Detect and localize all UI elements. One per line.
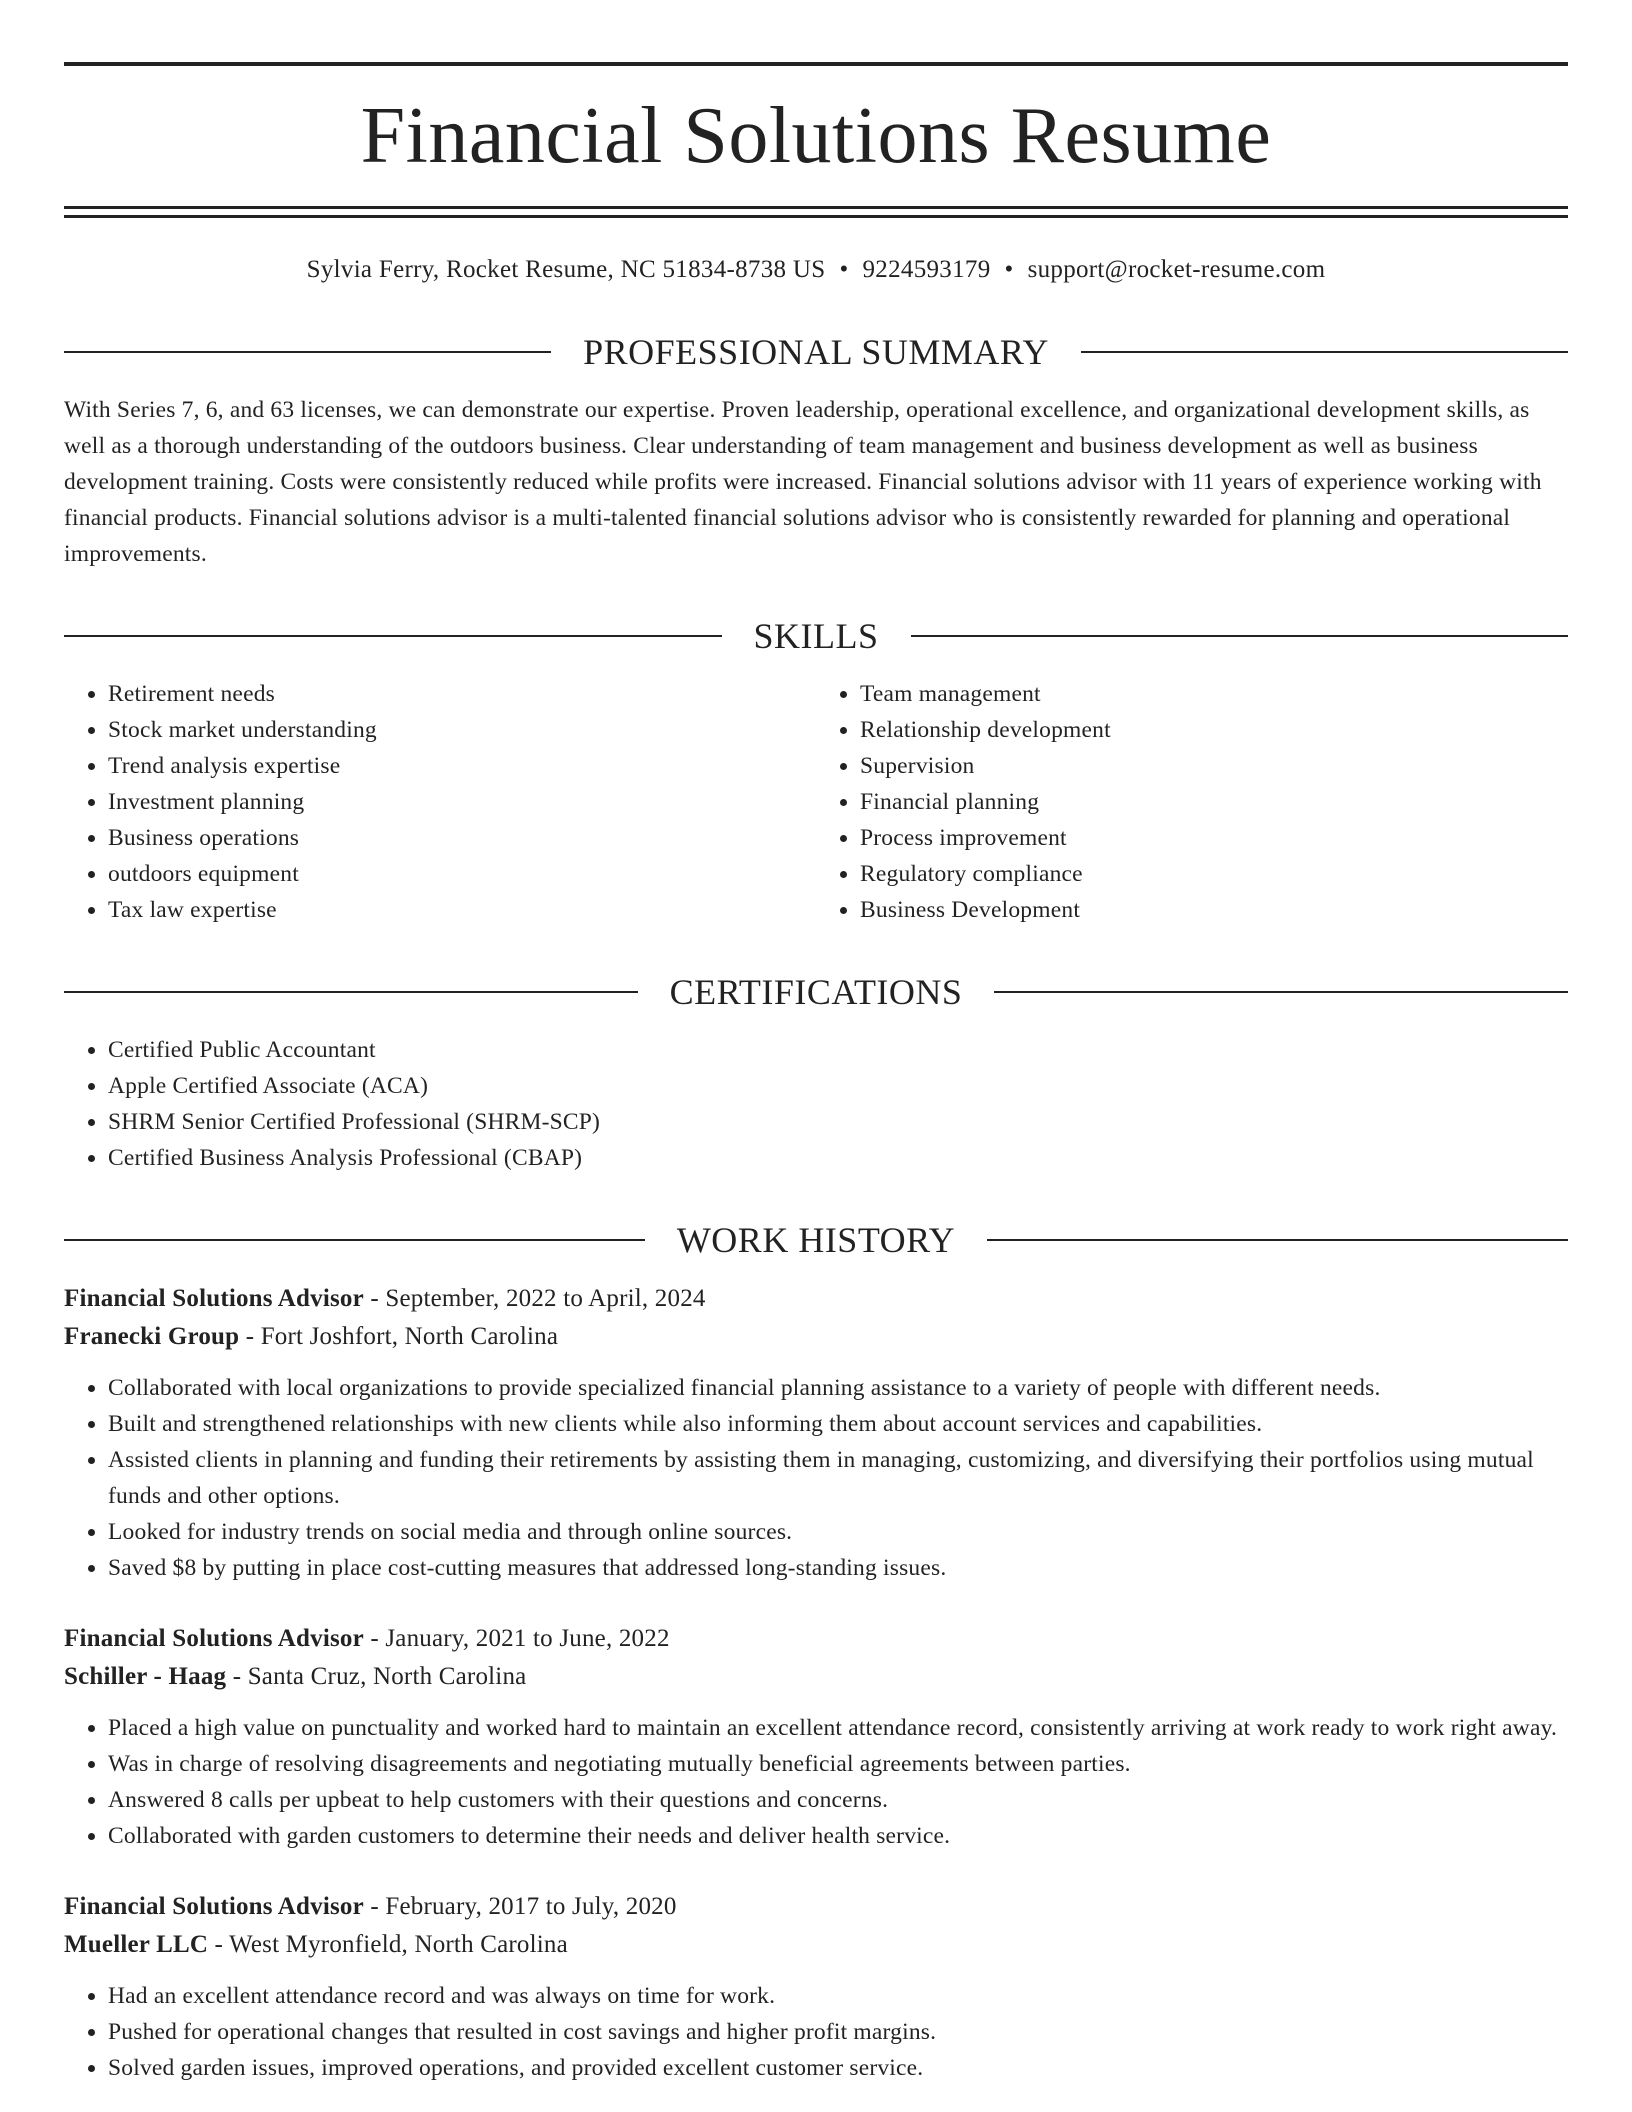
job-company-line [64,1658,1568,1696]
job-bullet: • Was in charge of resolving disagreements and negotiating mutually beneficial agreements between parties. [108,1746,1568,1782]
job-location: - Fort Joshfort, North Carolina [239,1323,559,1350]
certification-item: • Apple Certified Associate (ACA) [108,1068,1568,1104]
contact-line [64,252,1568,288]
job-bullets [64,1370,1568,1586]
job-bullet: • Answered 8 calls per upbeat to help customers with their questions and concerns. [108,1782,1568,1818]
skills-columns [64,676,1568,928]
job-dates: - September, 2022 to April, 2024 [363,1285,706,1312]
job-bullet: • Built and strengthened relationships with new clients while also informing them about account services and capabilities. [108,1406,1568,1442]
skill-item: • Stock market understanding [108,712,816,748]
job-bullet: • Placed a high value on punctuality and worked hard to maintain an excellent attendance record, consistently arriving at work ready to work right away. [108,1710,1568,1746]
job-company-line [64,1318,1568,1356]
skill-item: • Team management [860,676,1568,712]
job-title-line [64,1620,1568,1658]
skill-item: • Business operations [108,820,816,856]
job-company: Schiller - Haag [64,1663,227,1690]
job-entry [64,1620,1568,1854]
job-bullets [64,1710,1568,1854]
section-rule [64,635,722,637]
job-bullet: • Assisted clients in planning and funding their retirements by assisting them in managing, customizing, and diversifying their portfolios using mutual funds and other options. [108,1442,1568,1514]
summary-section-header [64,330,1568,374]
job-title: Financial Solutions Advisor [64,1893,364,1920]
summary-text: With Series 7, 6, and 63 licenses, we can demonstrate our expertise. Proven leadership, operational excellence, and organizational development skills, as well as a thorough understanding of the outdoors business. Clear understanding of team management and business development as well as business development training. Costs were consistently reduced while profits were increased. Financial solutions advisor with 11 years of experience working with financial products. Financial solutions advisor is a multi-talented financial solutions advisor who is consistently rewarded for planning and operational improvements. [64,397,1542,567]
certifications-section-header [64,970,1568,1014]
job-bullets [64,1978,1568,2086]
skills-section-header [64,614,1568,658]
title-double-rule [64,206,1568,218]
skill-item: • Trend analysis expertise [108,748,816,784]
section-rule [987,1239,1568,1241]
skill-item: • Tax law expertise [108,892,816,928]
job-title-line [64,1280,1568,1318]
job-dates: - January, 2021 to June, 2022 [363,1625,670,1652]
certification-item: • Certified Business Analysis Professional (CBAP) [108,1140,1568,1176]
contact-separator: • [839,256,849,283]
skill-item: • Supervision [860,748,1568,784]
certifications-heading: CERTIFICATIONS [669,972,963,1012]
skill-item: • outdoors equipment [108,856,816,892]
job-location: - Santa Cruz, North Carolina [226,1663,527,1690]
work-section-header [64,1218,1568,1262]
job-dates: - February, 2017 to July, 2020 [363,1893,677,1920]
job-company-line [64,1926,1568,1964]
skills-list-left [64,676,816,928]
section-rule [64,351,551,353]
summary-heading: PROFESSIONAL SUMMARY [583,332,1049,372]
contact-phone: 9224593179 [862,256,991,283]
job-location: - West Myronfield, North Carolina [208,1931,568,1958]
job-bullet: • Pushed for operational changes that resulted in cost savings and higher profit margins. [108,2014,1568,2050]
skill-item: • Relationship development [860,712,1568,748]
job-bullet: • Collaborated with garden customers to determine their needs and deliver health service. [108,1818,1568,1854]
job-entry [64,1280,1568,1586]
certification-item: • Certified Public Accountant [108,1032,1568,1068]
job-title: Financial Solutions Advisor [64,1285,364,1312]
contact-email: support@rocket-resume.com [1027,256,1326,283]
job-bullet: • Had an excellent attendance record and was always on time for work. [108,1978,1568,2014]
contact-separator: • [1004,256,1014,283]
job-bullet: • Solved garden issues, improved operations, and provided excellent customer service. [108,2050,1568,2086]
job-company: Franecki Group [64,1323,240,1350]
skill-item: • Financial planning [860,784,1568,820]
skill-item: • Investment planning [108,784,816,820]
certification-item: • SHRM Senior Certified Professional (SHRM-SCP) [108,1104,1568,1140]
job-bullet: • Collaborated with local organizations to provide specialized financial planning assistance to a variety of people with different needs. [108,1370,1568,1406]
work-heading: WORK HISTORY [676,1220,956,1260]
skills-list-right [816,676,1568,928]
section-rule [1081,351,1568,353]
resume-title: Financial Solutions Resume [360,92,1272,180]
job-title-line [64,1888,1568,1926]
section-rule [64,1239,645,1241]
job-entry [64,1888,1568,2086]
skills-heading: SKILLS [753,616,879,656]
job-title: Financial Solutions Advisor [64,1625,364,1652]
skill-item: • Process improvement [860,820,1568,856]
section-rule [64,991,638,993]
section-rule [911,635,1569,637]
job-bullet: • Looked for industry trends on social media and through online sources. [108,1514,1568,1550]
job-bullet: • Saved $8 by putting in place cost-cutting measures that addressed long-standing issues. [108,1550,1568,1586]
skill-item: • Business Development [860,892,1568,928]
skill-item: • Regulatory compliance [860,856,1568,892]
contact-address: Sylvia Ferry, Rocket Resume, NC 51834-8738 US [306,256,826,283]
skill-item: • Retirement needs [108,676,816,712]
job-company: Mueller LLC [64,1931,209,1958]
certifications-list [64,1032,1568,1176]
section-rule [994,991,1568,993]
